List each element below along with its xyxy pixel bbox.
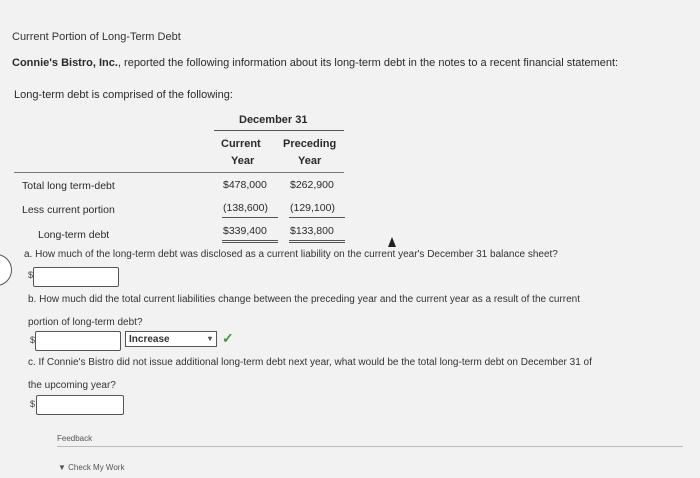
row-label: Total long term-debt: [22, 180, 115, 192]
question-b-line1: b. How much did the total current liabilities change between the preceding year and the current year as a result of the current: [28, 294, 580, 305]
row-label: Less current portion: [22, 204, 115, 216]
dropdown-selected-value: Increase: [129, 334, 170, 345]
answer-a-input[interactable]: [33, 267, 119, 287]
company-name: Connie's Bistro, Inc.: [12, 57, 118, 69]
feedback-label: Feedback: [57, 434, 93, 443]
total-rule-preceding: [289, 240, 345, 241]
subtotal-rule-current: [222, 217, 278, 218]
currency-symbol: $: [30, 399, 36, 409]
currency-symbol: $: [28, 270, 34, 280]
header-rule: [214, 130, 344, 131]
col-preceding-line1: Preceding: [283, 138, 337, 150]
table-group-header: December 31: [239, 114, 308, 126]
table-lead-text: Long-term debt is comprised of the following:: [14, 89, 233, 101]
col-current-line2: Year: [231, 155, 255, 167]
row-current-value: $478,000: [223, 179, 267, 191]
feedback-divider: [57, 446, 683, 447]
side-tab[interactable]: [0, 254, 12, 286]
question-b-line2: portion of long-term debt?: [28, 317, 143, 328]
answer-c-input[interactable]: [36, 395, 124, 415]
question-a: a. How much of the long-term debt was disclosed as a current liability on the current year's December 31 balance sheet?: [24, 249, 558, 260]
intro-text: , reported the following information about its long-term debt in the notes to a recent financial statement:: [117, 57, 619, 69]
currency-symbol: $: [30, 335, 36, 345]
mouse-cursor-icon: [388, 237, 396, 247]
row-preceding-value: $262,900: [290, 179, 334, 191]
check-my-work-toggle[interactable]: ▼ Check My Work: [58, 463, 125, 472]
answer-b-input[interactable]: [35, 331, 121, 351]
page-title: Current Portion of Long-Term Debt: [12, 31, 181, 43]
problem-intro: [12, 57, 618, 69]
row-label: Long-term debt: [38, 229, 110, 241]
total-rule-current: [222, 240, 278, 241]
question-c-line1: c. If Connie's Bistro did not issue additional long-term debt next year, what would be the total long-term debt on December 31 of: [28, 357, 592, 368]
col-preceding-line2: Year: [298, 155, 322, 167]
row-current-value: $339,400: [223, 225, 267, 237]
chevron-down-icon: ▾: [207, 334, 212, 343]
question-c-line2: the upcoming year?: [28, 380, 116, 391]
correct-check-icon: ✓: [222, 330, 234, 346]
subtotal-rule-preceding: [289, 217, 345, 218]
table-top-rule: [14, 172, 344, 173]
change-direction-select[interactable]: [125, 331, 217, 347]
row-preceding-value: (129,100): [290, 202, 335, 214]
total-rule-preceding-2: [289, 242, 345, 243]
col-current-line1: Current: [221, 138, 261, 150]
total-rule-current-2: [222, 242, 278, 243]
row-preceding-value: $133,800: [290, 225, 334, 237]
row-current-value: (138,600): [223, 202, 268, 214]
